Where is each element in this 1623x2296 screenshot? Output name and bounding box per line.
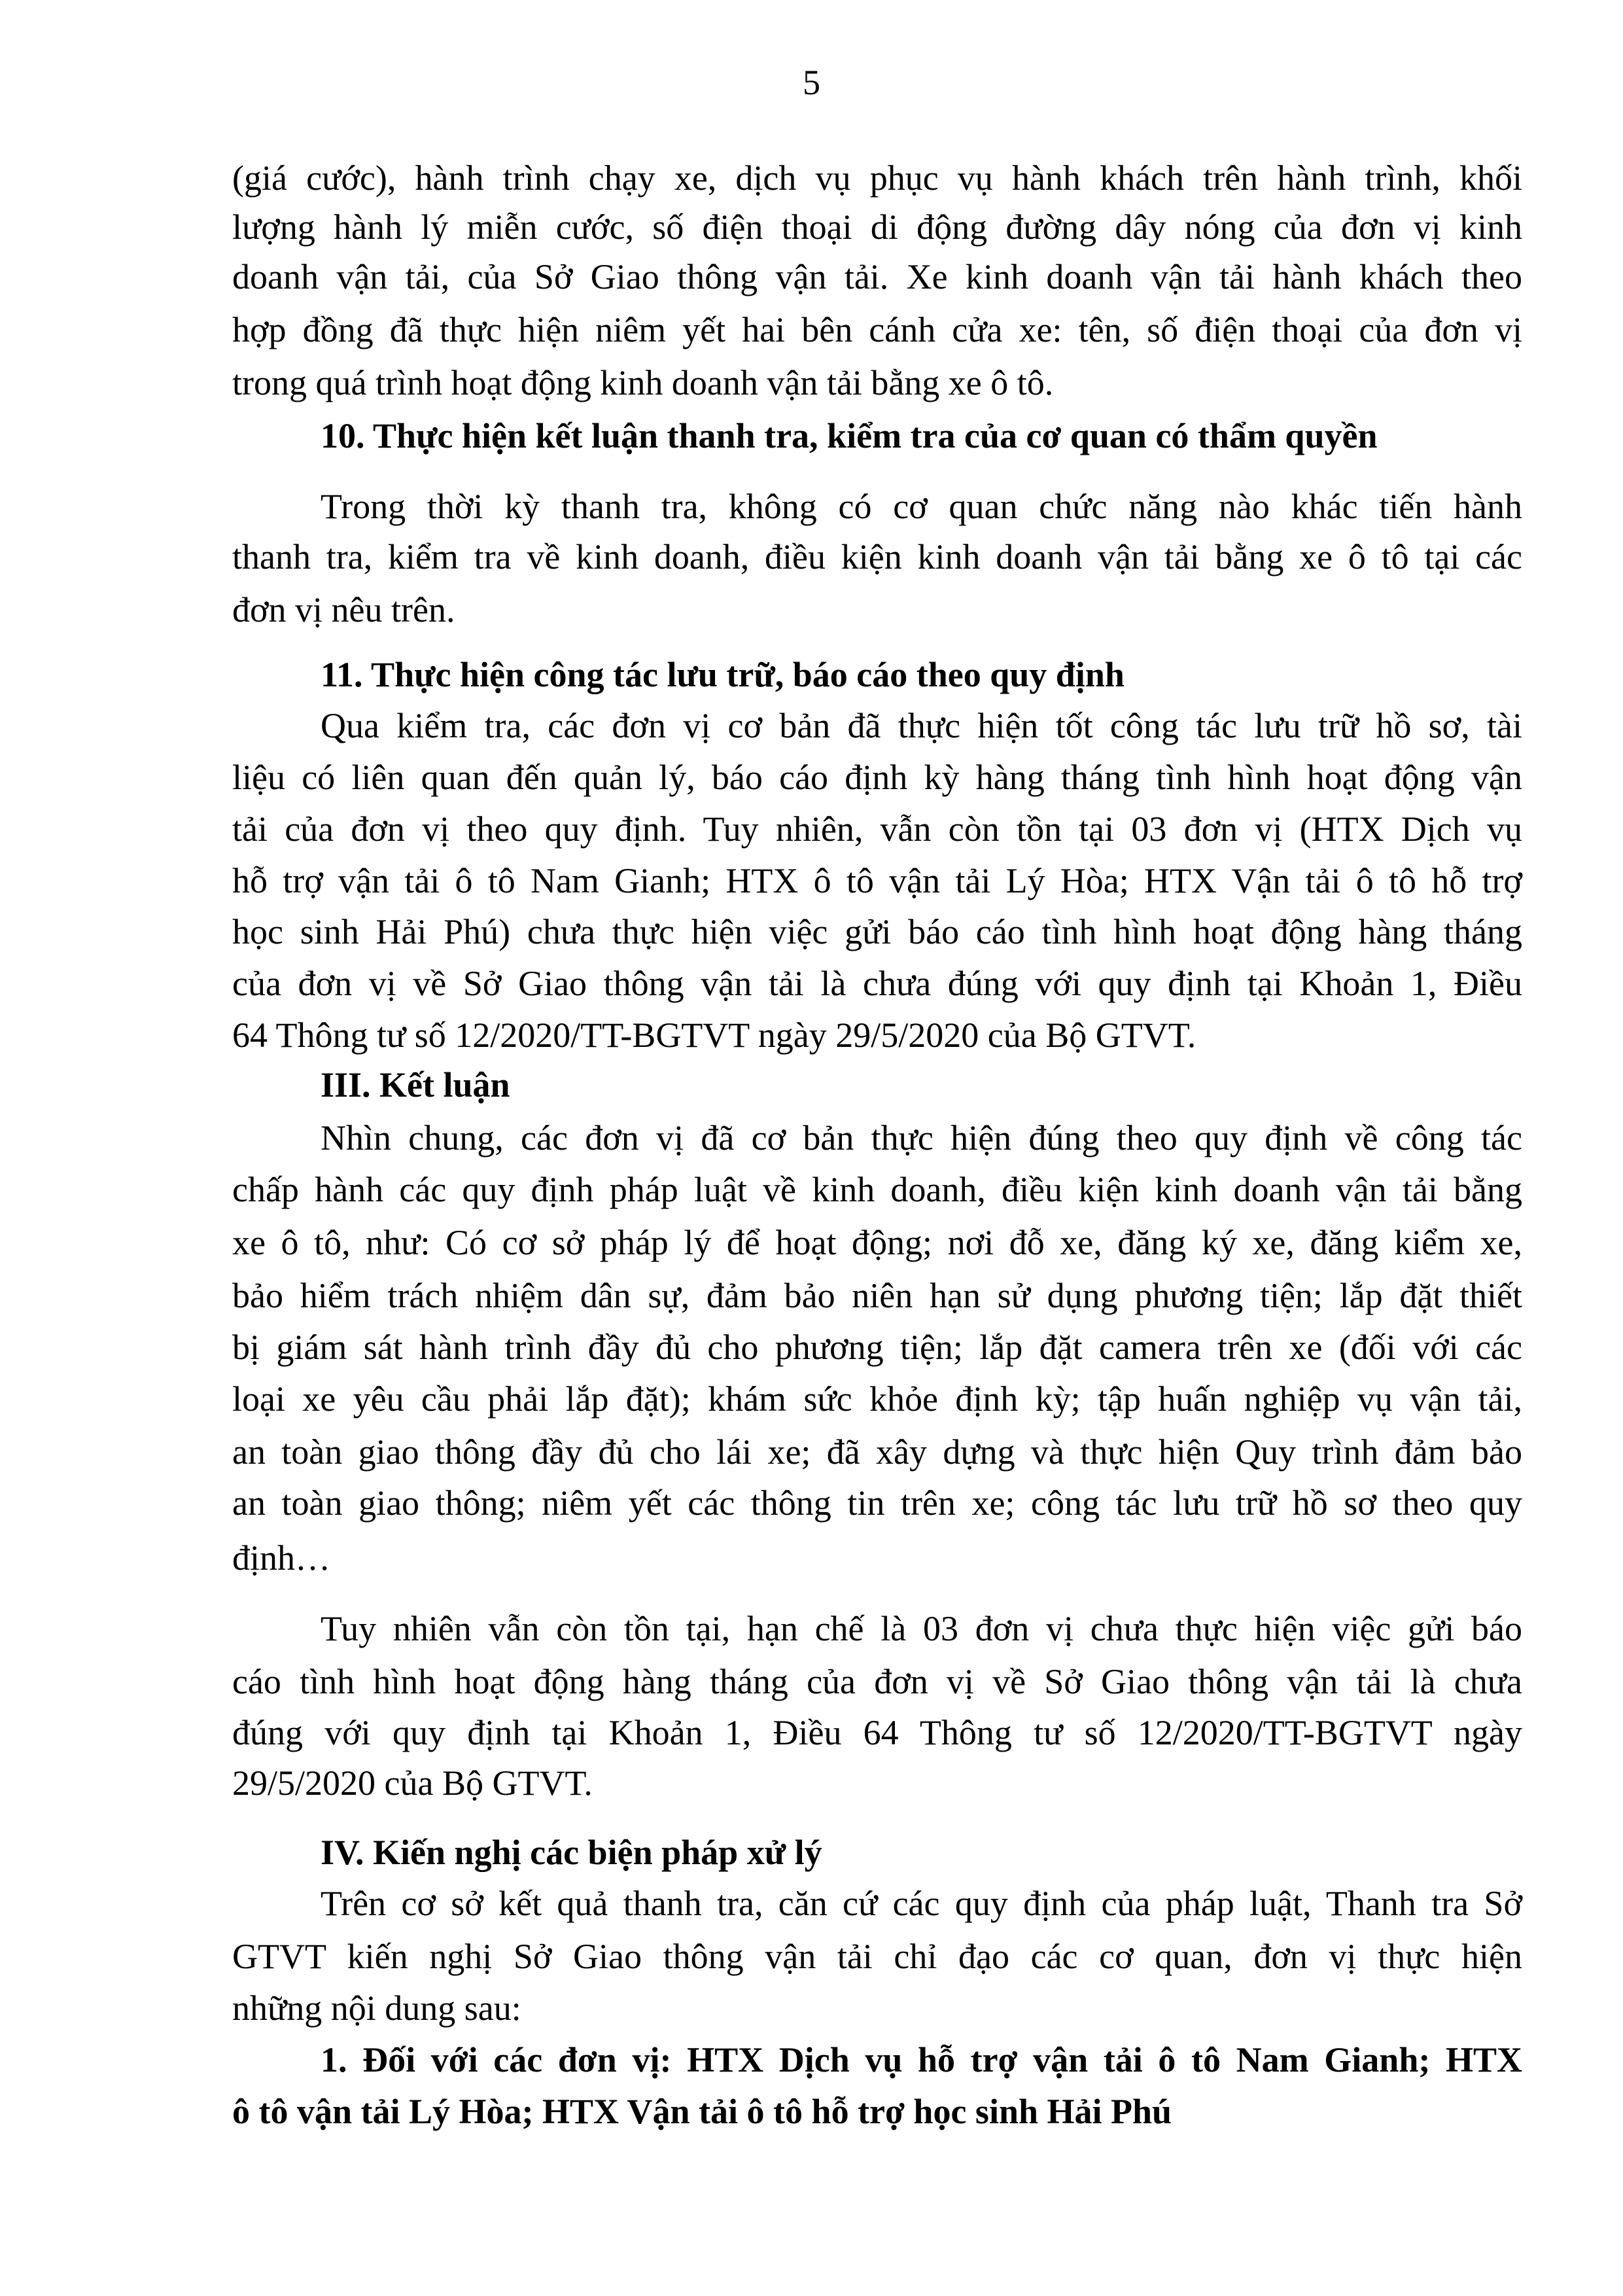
text-line: thanh tra, kiểm tra về kinh doanh, điều kiện kinh doanh vận tải bằng xe ô tô tại các (232, 537, 1522, 576)
text-line: Trong thời kỳ thanh tra, không có cơ quan chức năng nào khác tiến hành (321, 487, 1522, 526)
text-line: đơn vị nêu trên. (232, 590, 455, 629)
text-line: Tuy nhiên vẫn còn tồn tại, hạn chế là 03 đơn vị chưa thực hiện việc gửi báo (321, 1609, 1522, 1648)
text-line: bị giám sát hành trình đầy đủ cho phương tiện; lắp đặt camera trên xe (đối với các (232, 1328, 1522, 1367)
text-line: 1. Đối với các đơn vị: HTX Dịch vụ hỗ trợ vận tải ô tô Nam Gianh; HTX (321, 2040, 1522, 2079)
text-line: lượng hành lý miễn cước, số điện thoại di động đường dây nóng của đơn vị kinh (232, 207, 1522, 247)
page-number: 5 (803, 63, 820, 102)
text-line: an toàn giao thông đầy đủ cho lái xe; đã xây dựng và thực hiện Quy trình đảm bảo (232, 1432, 1522, 1472)
text-line: ô tô vận tải Lý Hòa; HTX Vận tải ô tô hỗ trợ học sinh Hải Phú (232, 2092, 1172, 2131)
text-line: Trên cơ sở kết quả thanh tra, căn cứ các quy định của pháp luật, Thanh tra Sở (321, 1884, 1522, 1923)
text-line: 29/5/2020 của Bộ GTVT. (232, 1763, 593, 1803)
text-line: loại xe yêu cầu phải lắp đặt); khám sức khỏe định kỳ; tập huấn nghiệp vụ vận tải, (232, 1379, 1522, 1419)
text-line: của đơn vị về Sở Giao thông vận tải là chưa đúng với quy định tại Khoản 1, Điều (232, 964, 1522, 1003)
text-line: Nhìn chung, các đơn vị đã cơ bản thực hiện đúng theo quy định về công tác (321, 1118, 1522, 1157)
text-line: 64 Thông tư số 12/2020/TT-BGTVT ngày 29/5/2020 của Bộ GTVT. (232, 1016, 1196, 1055)
text-line: hợp đồng đã thực hiện niêm yết hai bên cánh cửa xe: tên, số điện thoại của đơn vị (232, 310, 1522, 349)
text-line: chấp hành các quy định pháp luật về kinh doanh, điều kiện kinh doanh vận tải bằng (232, 1170, 1522, 1209)
text-line: hỗ trợ vận tải ô tô Nam Gianh; HTX ô tô vận tải Lý Hòa; HTX Vận tải ô tô hỗ trợ (232, 861, 1522, 900)
text-line: đúng với quy định tại Khoản 1, Điều 64 Thông tư số 12/2020/TT-BGTVT ngày (232, 1713, 1522, 1752)
text-line: GTVT kiến nghị Sở Giao thông vận tải chỉ đạo các cơ quan, đơn vị thực hiện (232, 1937, 1522, 1976)
text-line: tải của đơn vị theo quy định. Tuy nhiên, vẫn còn tồn tại 03 đơn vị (HTX Dịch vụ (232, 809, 1522, 849)
text-line: cáo tình hình hoạt động hàng tháng của đơn vị về Sở Giao thông vận tải là chưa (232, 1662, 1522, 1701)
text-line: trong quá trình hoạt động kinh doanh vận tải bằng xe ô tô. (232, 363, 1054, 402)
heading-section-10: 10. Thực hiện kết luận thanh tra, kiểm tra của cơ quan có thẩm quyền (321, 416, 1378, 455)
text-line: xe ô tô, như: Có cơ sở pháp lý để hoạt động; nơi đỗ xe, đăng ký xe, đăng kiểm xe, (232, 1223, 1522, 1262)
text-line: an toàn giao thông; niêm yết các thông tin trên xe; công tác lưu trữ hồ sơ theo quy (232, 1483, 1522, 1523)
text-line: Qua kiểm tra, các đơn vị cơ bản đã thực hiện tốt công tác lưu trữ hồ sơ, tài (321, 706, 1522, 745)
text-line: những nội dung sau: (232, 1988, 521, 2028)
text-line: định… (232, 1538, 331, 1578)
heading-recommendations: IV. Kiến nghị các biện pháp xử lý (321, 1833, 822, 1872)
text-line: (giá cước), hành trình chạy xe, dịch vụ phục vụ hành khách trên hành trình, khối (232, 158, 1522, 198)
text-line: học sinh Hải Phú) chưa thực hiện việc gửi báo cáo tình hình hoạt động hàng tháng (232, 912, 1522, 951)
text-line: doanh vận tải, của Sở Giao thông vận tải. Xe kinh doanh vận tải hành khách theo (232, 257, 1522, 296)
heading-section-11: 11. Thực hiện công tác lưu trữ, báo cáo theo quy định (321, 655, 1125, 694)
text-line: liệu có liên quan đến quản lý, báo cáo định kỳ hàng tháng tình hình hoạt động vận (232, 758, 1522, 797)
text-line: bảo hiểm trách nhiệm dân sự, đảm bảo niên hạn sử dụng phương tiện; lắp đặt thiết (232, 1276, 1522, 1315)
heading-conclusion: III. Kết luận (321, 1065, 510, 1104)
